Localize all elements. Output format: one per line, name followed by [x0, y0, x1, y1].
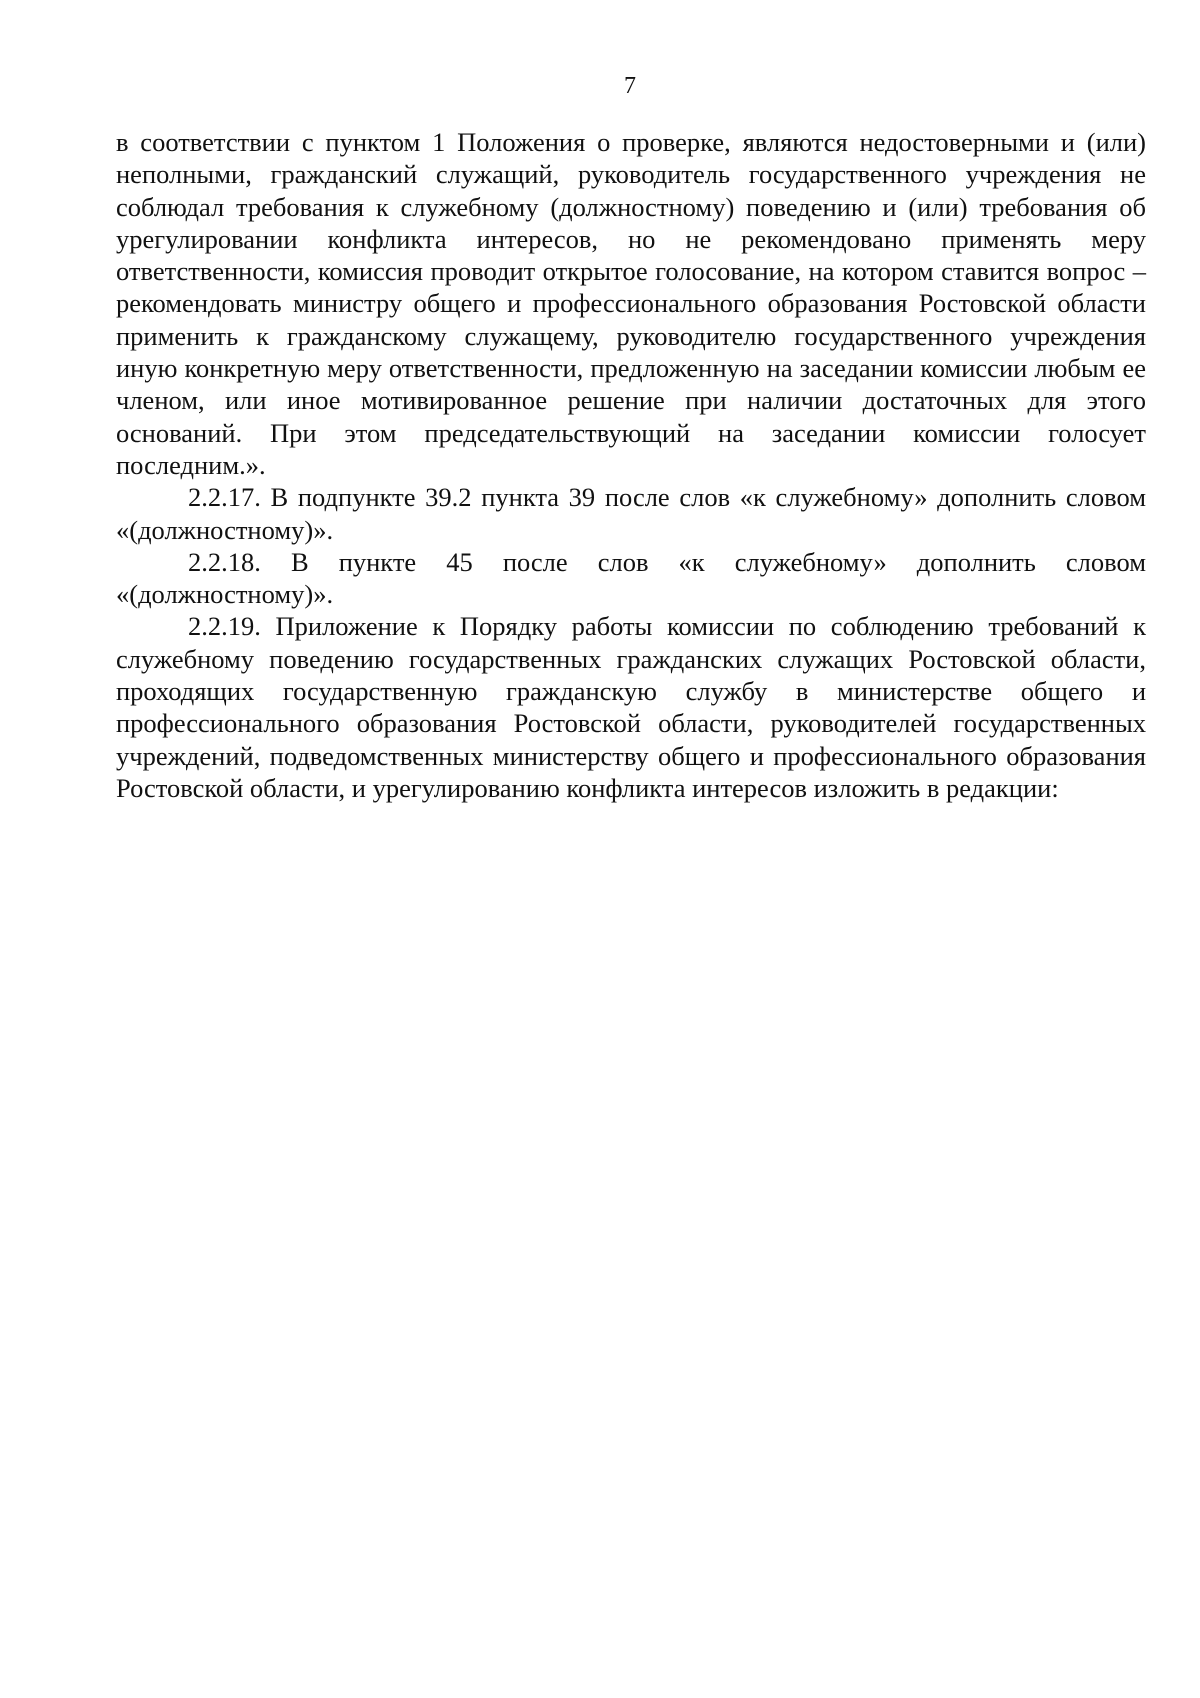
page-number: 7 [624, 73, 636, 99]
paragraph-2-2-18: 2.2.18. В пункте 45 после слов «к служебному» дополнить словом «(должностному)». [116, 546, 1146, 610]
paragraph-continuation: в соответствии с пунктом 1 Положения о проверке, являются недостоверными и (или) неполными, гражданский служащий, руководитель государственного учреждения не соблюдал требования к служебному (должностному) поведению и (или) требования об урегулировании конфликта интересов, но не рекомендовано применять меру ответственности, комиссия проводит открытое голосование, на котором ставится вопрос – рекомендовать министру общего и профессионального образования Ростовской области применить к гражданскому служащему, руководителю государственного учреждения иную конкретную меру ответственности, предложенную на заседании комиссии любым ее членом, или иное мотивированное решение при наличии достаточных для этого оснований. При этом председательствующий на заседании комиссии голосует последним.». [116, 127, 1146, 480]
paragraph-2-2-19: 2.2.19. Приложение к Порядку работы комиссии по соблюдению требований к служебному поведению государственных гражданских служащих Ростовской области, проходящих государственную гражданскую службу в министерстве общего и профессионального образования Ростовской области, руководителей государственных учреждений, подведомственных министерству общего и профессионального образования Ростовской области, и урегулированию конфликта интересов изложить в редакции: [116, 611, 1146, 803]
paragraph-2-2-17: 2.2.17. В подпункте 39.2 пункта 39 после слов «к служебному» дополнить словом «(должностному)». [116, 482, 1146, 545]
document-body [116, 126, 1146, 804]
